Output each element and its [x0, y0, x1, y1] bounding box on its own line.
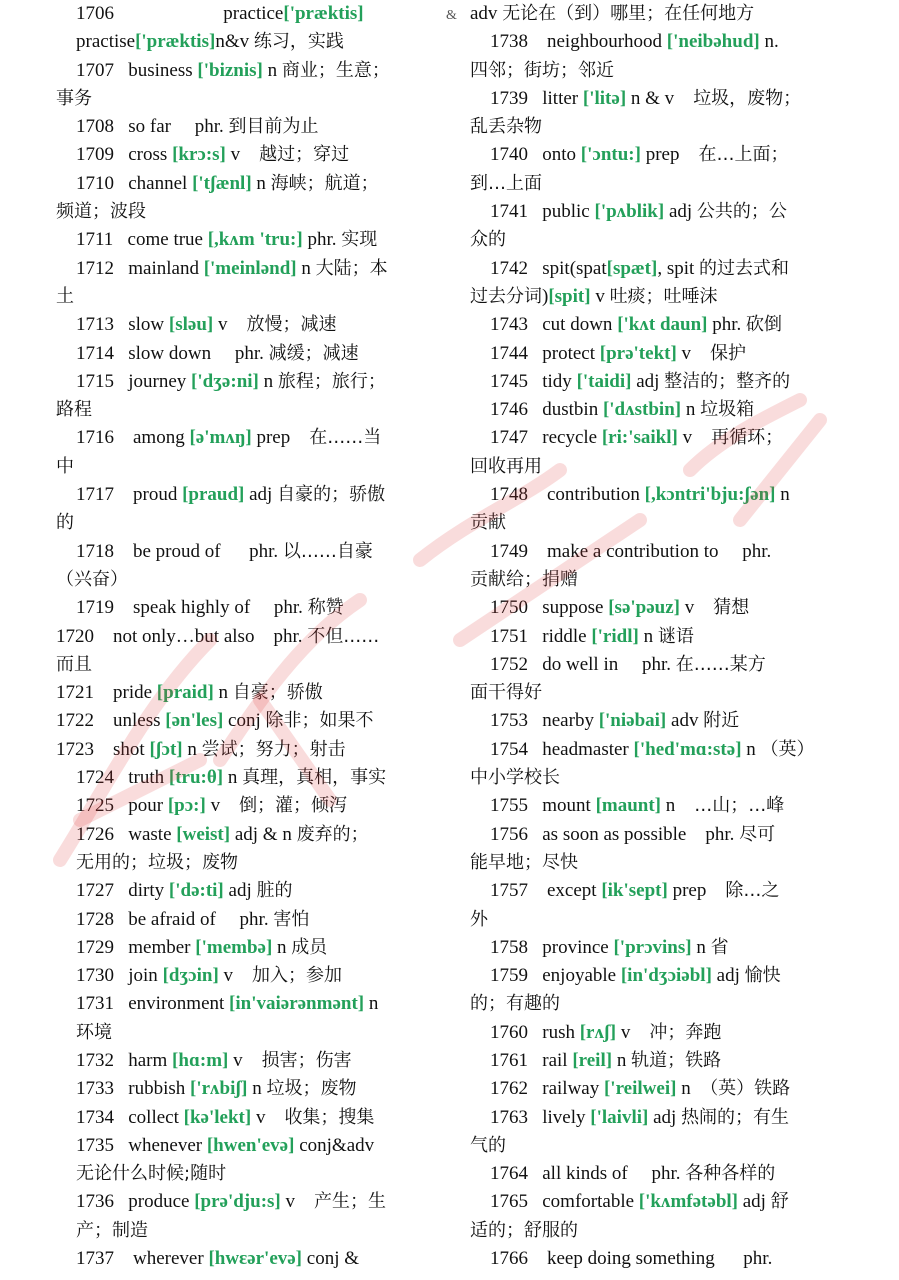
vocab-line: 1763 lively ['laivli] adj 热闹的；有生	[490, 1106, 790, 1128]
vocab-line: 1754 headmaster ['hed'mɑ:stə] n （英）	[490, 738, 815, 760]
vocab-line: 贡献	[470, 512, 506, 534]
vocab-line: 1726 waste [weist] adj & n 废弃的；	[76, 823, 369, 845]
vocab-line: 1758 province ['prɔvins] n 省	[490, 936, 729, 958]
vocab-line: 气的	[470, 1134, 506, 1156]
vocab-line: 1762 railway ['reilwei] n （英）铁路	[490, 1078, 791, 1100]
right-column	[470, 0, 842, 1273]
vocab-line: 1715 journey ['dʒə:ni] n 旅程；旅行；	[76, 370, 386, 392]
vocab-line: 1716 among [ə'mʌŋ] prep 在……当	[76, 427, 382, 449]
vocab-line: 面干得好	[470, 682, 542, 704]
vocab-line: 1766 keep doing something phr.	[490, 1248, 773, 1270]
vocab-line: 1742 spit(spat[spæt], spit 的过去式和	[490, 257, 790, 279]
vocab-line: 1708 so far phr. 到目前为止	[76, 116, 319, 138]
vocab-line: 1723 shot [ʃɔt] n 尝试；努力；射击	[56, 738, 346, 760]
vocab-line: 1750 suppose [sə'pəuz] v 猜想	[490, 597, 750, 619]
vocab-line: 1746 dustbin ['dʌstbin] n 垃圾箱	[490, 399, 755, 421]
vocab-line: 1747 recycle [ri:'saikl] v 再循环；	[490, 427, 784, 449]
vocab-line: 1743 cut down ['kʌt daun] phr. 砍倒	[490, 314, 782, 336]
vocab-line: 1736 produce [prə'dju:s] v 产生；生	[76, 1191, 387, 1213]
vocab-line: 无用的；垃圾；废物	[76, 851, 238, 873]
vocab-line: 回收再用	[470, 455, 542, 477]
vocab-line: 1728 be afraid of phr. 害怕	[76, 908, 310, 930]
vocab-line: 无论什么时候;随时	[76, 1163, 227, 1185]
vocab-line: 1722 unless [ən'les] conj 除非；如果不	[56, 710, 374, 732]
vocab-line: 1749 make a contribution to phr.	[490, 540, 772, 562]
vocab-line: 1759 enjoyable [in'dʒɔiəbl] adj 愉快	[490, 965, 781, 987]
vocab-line: 1753 nearby ['niəbai] adv 附近	[490, 710, 740, 732]
vocab-line: 1744 protect [prə'tekt] v 保护	[490, 342, 747, 364]
left-column	[56, 0, 456, 1273]
vocab-line: 的；有趣的	[470, 993, 560, 1015]
vocab-line: 中小学校长	[470, 767, 560, 789]
vocab-line: 能早地；尽快	[470, 851, 578, 873]
vocab-line: 1729 member ['membə] n 成员	[76, 936, 328, 958]
vocab-line: 1710 channel ['tʃænl] n 海峡；航道；	[76, 172, 379, 194]
vocab-line: 1732 harm [hɑ:m] v 损害；伤害	[76, 1049, 352, 1071]
vocab-line: 频道；波段	[56, 201, 146, 223]
vocab-line: 1712 mainland ['meinlənd] n 大陆；本	[76, 257, 388, 279]
vocab-line: 1734 collect [kə'lekt] v 收集；搜集	[76, 1106, 375, 1128]
vocab-line: 1721 pride [praid] n 自豪；骄傲	[56, 682, 323, 704]
vocab-line: （兴奋）	[56, 568, 128, 590]
vocab-line: 1720 not only…but also phr. 不但……	[56, 625, 380, 647]
vocab-line: 1725 pour [pɔ:] v 倒；灌；倾泻	[76, 795, 348, 817]
vocab-line: 1735 whenever [hwen'evə] conj&adv	[76, 1134, 375, 1156]
vocab-line: 过去分词)[spit] v 吐痰；吐唾沫	[470, 285, 718, 307]
vocab-line: 1730 join [dʒɔin] v 加入；参加	[76, 965, 343, 987]
vocab-line: 土	[56, 285, 74, 307]
vocab-line: 1738 neighbourhood ['neibəhud] n.	[490, 31, 779, 53]
vocab-line: 乱丢杂物	[470, 116, 542, 138]
vocab-line: 1709 cross [krɔ:s] v 越过；穿过	[76, 144, 350, 166]
vocab-line: 1706 practice['præktis]	[76, 3, 364, 24]
vocab-line: 的	[56, 512, 74, 534]
vocab-line: 1707 business ['biznis] n 商业；生意；	[76, 59, 390, 81]
vocab-line: 1741 public ['pʌblik] adj 公共的；公	[490, 201, 787, 223]
vocab-line: 1714 slow down phr. 减缓；减速	[76, 342, 359, 364]
vocab-line: 1765 comfortable ['kʌmfətəbl] adj 舒	[490, 1191, 789, 1213]
vocab-line: 产；制造	[76, 1219, 148, 1241]
vocab-line: 1724 truth [tru:θ] n 真理，真相，事实	[76, 767, 387, 789]
vocab-line: 1761 rail [reil] n 轨道；铁路	[490, 1049, 722, 1071]
vocab-line: 1713 slow [sləu] v 放慢；减速	[76, 314, 337, 336]
vocab-line: 1711 come true [,kʌm 'tru:] phr. 实现	[76, 229, 378, 251]
vocab-line: 环境	[76, 1021, 112, 1043]
vocab-line: 贡献给；捐赠	[470, 568, 578, 590]
vocab-line: 1727 dirty ['də:ti] adj 脏的	[76, 880, 293, 902]
vocab-line: 1718 be proud of phr. 以……自豪	[76, 540, 373, 562]
vocab-line: 路程	[56, 399, 92, 421]
vocab-line: 1733 rubbish ['rʌbiʃ] n 垃圾；废物	[76, 1078, 357, 1100]
vocab-line: 1764 all kinds of phr. 各种各样的	[490, 1163, 776, 1185]
vocab-line: 而且	[56, 653, 92, 675]
vocab-line: 四邻；街坊；邻近	[470, 59, 614, 81]
vocab-line: adv 无论在（到）哪里；在任何地方	[470, 3, 755, 24]
vocab-line: 到…上面	[470, 172, 542, 194]
vocab-line: 1755 mount [maunt] n …山；…峰	[490, 795, 785, 817]
vocab-line: 1731 environment [in'vaiərənmənt] n	[76, 993, 379, 1015]
vocab-line: 众的	[470, 229, 506, 251]
vocab-line: 1740 onto ['ɔntu:] prep 在…上面；	[490, 144, 789, 166]
vocab-line: 1757 except [ik'sept] prep 除…之	[490, 880, 780, 902]
vocab-line: 外	[470, 908, 488, 930]
vocab-line: 1739 litter ['litə] n & v 垃圾，废物；	[490, 87, 802, 109]
vocab-line: 适的；舒服的	[470, 1219, 578, 1241]
vocab-line: 事务	[56, 87, 92, 109]
footnote-mark: &	[446, 8, 457, 23]
vocab-line: 中	[56, 455, 74, 477]
vocab-line: 1745 tidy ['taidi] adj 整洁的；整齐的	[490, 370, 791, 392]
vocab-line: 1751 riddle ['ridl] n 谜语	[490, 625, 694, 647]
vocab-line: 1719 speak highly of phr. 称赞	[76, 597, 344, 619]
vocab-line: 1737 wherever [hwɛər'evə] conj &	[76, 1248, 360, 1270]
vocab-line: 1752 do well in phr. 在……某方	[490, 653, 766, 675]
vocab-line: 1760 rush [rʌʃ] v 冲；奔跑	[490, 1021, 722, 1043]
vocab-line: 1717 proud [praud] adj 自豪的；骄傲	[76, 484, 386, 506]
vocab-line: 1756 as soon as possible phr. 尽可	[490, 823, 776, 845]
vocab-line: 1748 contribution [,kɔntri'bju:ʃən] n	[490, 484, 790, 506]
vocab-line: practise['præktis]n&v 练习，实践	[76, 31, 344, 53]
